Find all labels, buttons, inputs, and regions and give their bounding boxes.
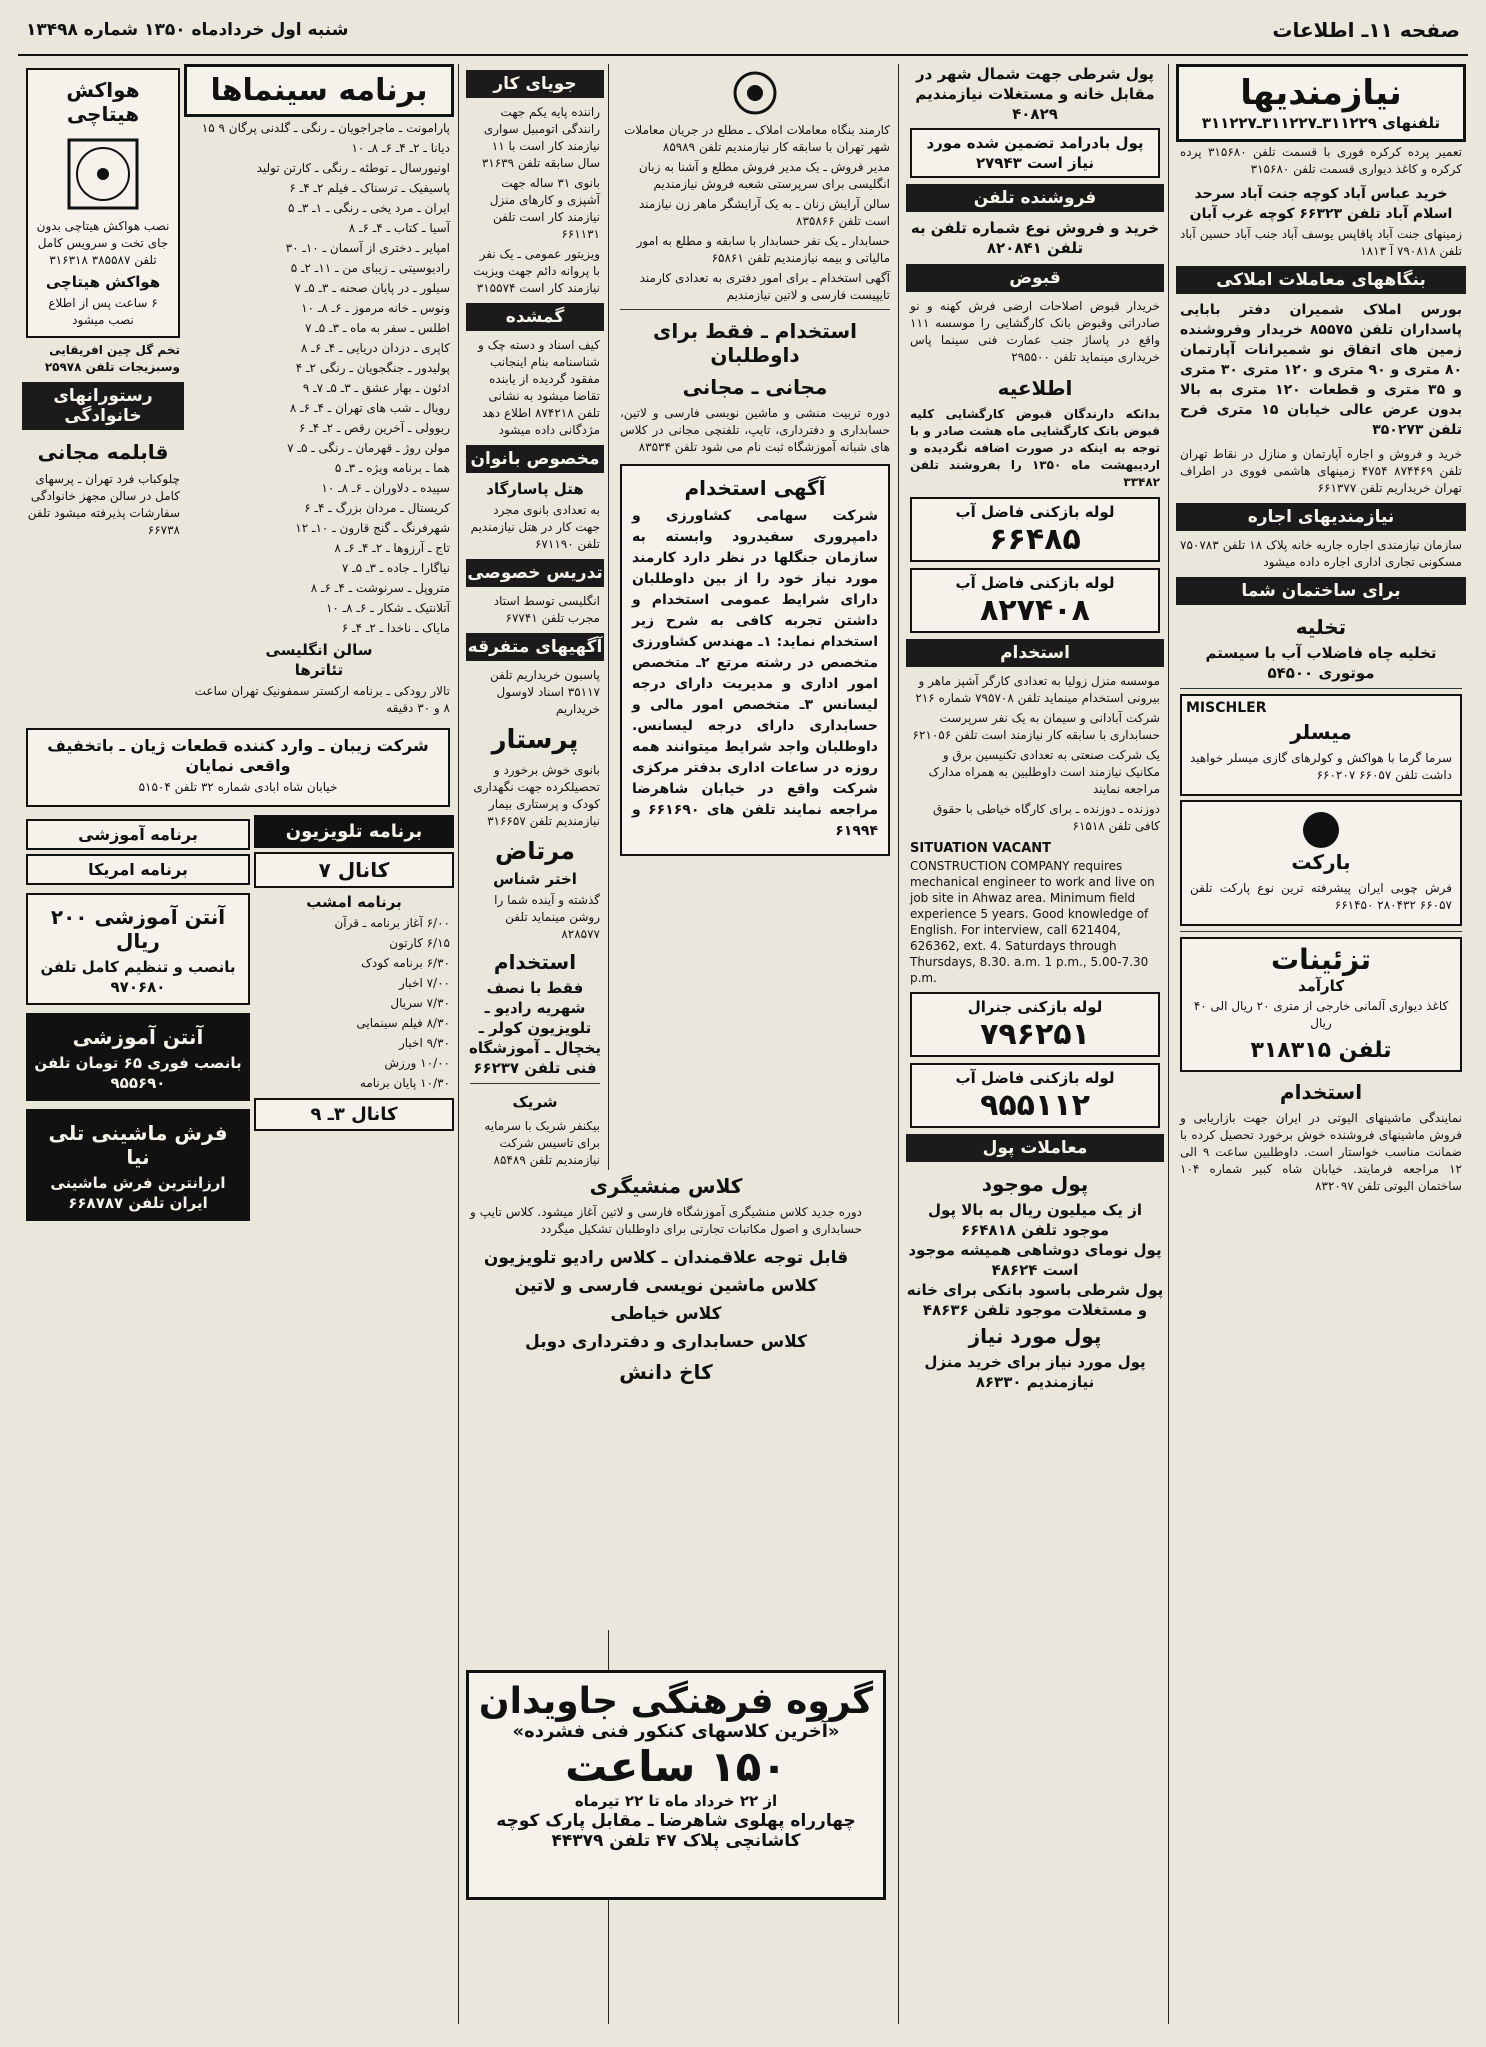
- tv-section: [22, 815, 454, 1229]
- fan-guarantee: ۶ ساعت پس از اطلاع نصب میشود: [48, 296, 158, 327]
- tv-listing: ۶/۰۰ آغاز برنامه ـ قرآن: [334, 916, 450, 930]
- hire-ad: موسسه منزل زولیا به تعدادی کارگر آشپز ماهر و بیرونی استخدام مینماید تلفن ۷۹۵۷۰۸ شماره ۲۱۶: [915, 674, 1160, 705]
- column-needs: [1176, 64, 1466, 2024]
- section-restaurants: رستورانهای خانوادگی: [22, 382, 184, 430]
- cinema-listing: ایران ـ مرد یخی ـ رنگی ـ ۱ـ ۳ـ ۵: [288, 201, 450, 215]
- section-job-seek: جویای کار: [466, 70, 604, 98]
- mischler-text: سرما گرما با هواکش و کولرهای گازی میسلر خواهید داشت تلفن ۶۶۰۵۷ ۶۶۰۲۰۷: [1190, 751, 1452, 782]
- cinema-listing: ادئون ـ بهار عشق ـ ۳ـ ۵ـ ۷ـ ۹: [302, 381, 450, 395]
- javidan-sub: «آخرین کلاسهای کنکور فنی فشرده»: [512, 1721, 840, 1742]
- bw-brand: BW: [1186, 820, 1212, 836]
- pipe-box-2: [910, 568, 1160, 633]
- page-label: صفحه ۱۱ـ اطلاعات: [1272, 18, 1460, 42]
- english-ad-text: CONSTRUCTION COMPANY requires mechanical engineer to work and live on job site in Ahwaz area. Minimum field experience 5 years. Good knowledge of English. For interview, call 621404, 626362, ext. 4. Saturdays through Thursdays, 8.30. a.m. 1 p.m., 5.00-7.30 p.m.: [910, 859, 1155, 985]
- column-cinema: [22, 64, 454, 2024]
- column-rule: [898, 64, 899, 2024]
- side-ads: [22, 64, 184, 720]
- pipe-phone: ۸۲۷۴۰۸: [980, 593, 1090, 628]
- tv-listing: ۹/۳۰ اخبار: [398, 1036, 450, 1050]
- job-seek-ad: راننده پایه یکم جهت رانندگی اتومبیل سواری نیازمند کار است با ۱۱ سال سابقه تلفن ۳۱۶۳۹: [481, 105, 600, 170]
- pipe-box-4: [910, 1063, 1160, 1128]
- nurse-ad: بانوی خوش برخورد و تحصیلکرده جهت نگهداری کودک و پرستاری بیمار نیازمندیم تلفن ۳۱۶۶۵۷: [473, 763, 600, 828]
- secretary-text: دوره جدید کلاس منشیگری آموزشگاه فارسی و لاتین آغاز میشود. کلاس تایپ و حسابداری و اصول مکاتبات تجارتی برای داوطلبان تشکیل میگردد: [470, 1205, 862, 1236]
- cinema-listing: کریستال ـ مردان بزرگ ـ ۴ـ ۶: [304, 501, 450, 515]
- cinema-listing: اونیورسال ـ توطئه ـ رنگی ـ کارتن تولید: [256, 161, 450, 175]
- seed-ad: تخم گل چین افریقایی وسبزیجات تلفن ۲۵۹۷۸: [44, 343, 180, 374]
- drain-title: تخلیه: [1295, 615, 1347, 639]
- cinema-listing: هما ـ برنامه ویژه ـ ۳ـ ۵: [334, 461, 450, 475]
- fan-text: نصب هواکش هیتاچی بدون جای تخت و سرویس کامل تلفن ۳۸۵۵۸۷ ۳۱۶۳۱۸: [36, 219, 170, 267]
- money-ad: پول نومای دوشاهی همیشه موجود است ۴۸۶۲۴: [908, 1241, 1162, 1279]
- section-money: معاملات پول: [906, 1134, 1164, 1162]
- pipe-title: لوله بازکنی فاضل آب: [955, 1069, 1115, 1087]
- partner-title: شریک: [512, 1093, 558, 1111]
- section-misc: آگهیهای متفرقه: [466, 633, 604, 661]
- money-ad: پول شرطی باسود بانکی برای خانه و مستغلات موجود تلفن ۴۸۶۳۶: [906, 1281, 1164, 1319]
- column-rule: [458, 64, 459, 2024]
- tv-programs: [254, 815, 454, 1229]
- mischler-name: میسلر: [1290, 720, 1352, 744]
- edu-programs: [22, 815, 254, 1229]
- cinema-listing: رویال ـ شب های تهران ـ ۴ـ ۶ـ ۸: [289, 401, 450, 415]
- tv-listing: ۱۰/۰۰ ورزش: [384, 1056, 450, 1070]
- javidan-date: از ۲۲ خرداد ماه تا ۲۲ تیرماه: [574, 1792, 778, 1810]
- decor-sub: کارآمد: [1297, 977, 1345, 995]
- money-ad: پول مورد نیاز برای خرید منزل نیازمندیم ۸۶۳۳۰: [924, 1353, 1146, 1391]
- ad-text: زمینهای جنت آباد پاقاپس یوسف آباد جنب آباد حسین آباد تلفن ۷۹۰۸۱۸ آ ۱۸۱۳: [1180, 227, 1462, 258]
- ad-text: خرید عباس آباد کوچه جنت آباد سرحد اسلام آباد تلفن ۶۶۳۲۳ کوچه غرب آبان: [1189, 186, 1453, 222]
- needs-title-box: [1176, 64, 1466, 142]
- pipe-phone: ۷۹۶۲۵۱: [980, 1017, 1090, 1052]
- job-ad: آگهی استخدام ـ برای امور دفتری به تعدادی کارمند تایپیست فارسی و لاتین نیازمندیم: [639, 271, 890, 302]
- section-rent: نیازمندیهای اجاره: [1176, 503, 1466, 531]
- job-seek-ad: بانوی ۳۱ ساله جهت آشپزی و کارهای منزل نیازمند کار است تلفن ۶۶۱۱۳۱: [489, 176, 600, 241]
- bw-text: فرش چوبی ایران پیشرفته ترین نوع پارکت تلفن ۶۶۰۵۷ ۲۸۰۴۳۲ ۶۶۱۴۵۰: [1190, 881, 1452, 912]
- ad-box: [910, 128, 1160, 178]
- fan-icon: [63, 134, 143, 214]
- danesh-name: کاخ دانش: [619, 1360, 713, 1384]
- column-money: [906, 64, 1164, 2024]
- accounting-title: کلاس حسابداری و دفترداری دوبل: [525, 1332, 807, 1352]
- secretary-title: کلاس منشیگری: [589, 1174, 743, 1198]
- section-building: برای ساختمان شما: [1176, 577, 1466, 605]
- cinema-listing: تاج ـ آرزوها ـ ۲ـ ۴ـ ۶ـ ۸: [334, 541, 450, 555]
- sewing-title: کلاس خیاطی: [610, 1304, 722, 1324]
- cinema-foreign: سالن انگلیسی: [265, 641, 373, 659]
- olivetti-hire-title: استخدام: [1279, 1080, 1363, 1104]
- tv-listing: ۶/۱۵ کارتون: [389, 936, 450, 950]
- pipe-box-1: [910, 497, 1160, 562]
- section-hire: استخدام: [906, 639, 1164, 667]
- pipe-phone: ۹۵۵۱۱۲: [980, 1088, 1090, 1123]
- newspaper-page: [18, 10, 1468, 2035]
- marta-sub: اختر شناس: [493, 870, 577, 888]
- column-rule: [1168, 64, 1169, 2024]
- classes-block: [466, 1170, 866, 1630]
- javidan-ad: [466, 1670, 886, 1900]
- company-title: شرکت زیبان ـ وارد کننده قطعات ژیان ـ باتخفیف واقعی نمایان: [47, 736, 429, 775]
- lost-ad: کیف اسناد و دسته چک و شناسنامه بنام اینجانب مفقود گردیده از یابنده تقاضا میشود به نشانی تلفن ۸۷۴۲۱۸ اطلاع دهد مژدگانی داده میشود: [477, 338, 600, 437]
- channel-3: کانال ۳ـ ۹: [254, 1098, 454, 1131]
- marta-title: مرتاض: [494, 837, 576, 865]
- olivetti-hire-text: نمایندگی ماشینهای الیوتی در ایران جهت بازاریابی و فروش ماشینهای فروشنده خوش برخورد تحصیل کرده با ضمانت مناسب خواستار است. داوطلبین ساعت ۹ الی ۱۲ مراجعه فرمایند. خیابان شاه کبیر شماره ۱۰۴ ساختمان الیوتی تلفن ۸۳۲۰۹۷: [1180, 1111, 1462, 1193]
- hire-ad: دوزنده ـ دوزنده ـ برای کارگاه خیاطی با حقوق کافی تلفن ۶۱۵۱۸: [932, 802, 1160, 833]
- money-ad: از یک میلیون ریال به بالا پول موجود تلفن ۶۶۴۸۱۸: [927, 1201, 1143, 1239]
- needs-title: نیازمندیها: [1240, 73, 1402, 113]
- notice-box: [620, 464, 890, 856]
- radio-class-title: قابل توجه علاقمندان ـ کلاس رادیو تلویزیون: [483, 1248, 849, 1268]
- bw-name: بارکت: [1291, 850, 1351, 874]
- section-lost: گمشده: [466, 303, 604, 331]
- cinema-listing: نیاگارا ـ جاده ـ ۳ـ ۵ـ ۷: [341, 561, 450, 575]
- needs-phones: تلفنهای ۳۱۱۲۲۹ـ۳۱۱۲۲۷ـ۳۱۱۲۲۷: [1201, 114, 1441, 132]
- emblem-icon: [730, 68, 780, 118]
- section-real-estate: بنگاههای معاملات املاکی: [1176, 266, 1466, 294]
- job-ad: مدیر فروش ـ یک مدیر فروش مطلع و آشنا به زبان انگلیسی برای سرپرستی شعبه فروش نیازمندیم: [638, 160, 890, 191]
- ad-text: پول شرطی جهت شمال شهر در مقابل خانه و مستغلات نیازمندیم ۴۰۸۲۹: [915, 65, 1155, 123]
- divider: [1180, 931, 1462, 932]
- tv-listing: ۶/۳۰ برنامه کودک: [361, 956, 450, 970]
- cinema-listing: سیلور ـ در پایان صحنه ـ ۳ـ ۵ـ ۷: [294, 281, 450, 295]
- tv-listing: ۸/۳۰ فیلم سینمایی: [356, 1016, 450, 1030]
- female-hire-title: استخدام ـ فقط برای داوطلبان: [653, 319, 857, 367]
- cinema-listing: پولیدور ـ جنگجویان ـ رنگی ۲ـ ۴: [295, 361, 450, 375]
- javidan-title: گروه فرهنگی جاویدان: [478, 1681, 874, 1722]
- money-title: پول موجود: [981, 1172, 1089, 1196]
- bw-logo-icon: [1301, 810, 1341, 850]
- company-address: خیابان شاه ابادی شماره ۳۲ تلفن ۵۱۵۰۴: [138, 780, 338, 794]
- parquet-ad: [1180, 800, 1462, 926]
- notice-text: شرکت سهامی کشاورزی و دامپروری سفیدرود وابسته به سازمان جنگلها در نظر دارد کارمند مورد نیاز خود را از بین داوطلبان دارای شرایط عمومی استخدام و داشتن تجربه کافی به شرح زیر استخدام نماید: ۱ـ مهندس کشاورزی متخصص در رشته مرتع ۲ـ متخصص امور اداری و مدیریت دارای درجه لیسانس ۳ـ متخصص امور مالی و حسابداری دارای درجه لیسانس. داوطلبان واجد شرایط میتوانند همه روزه در ساعات اداری بدفتر مرکزی شرکت واقع در خیابان شاهرضا مراجعه نمایند تلفن های ۶۶۱۶۹۰ و ۶۱۹۹۴: [632, 508, 878, 839]
- notice-text: بدانکه دارندگان قبوض کارگشایی کلیه قبوض بانک کارگشایی ماه هشت صادر و با توجه به اینکه در صورت اضافه نگردیده و اردیبهشت ماه ۱۳۵۰ را بفروشند تلفن ۳۳۴۸۲: [910, 407, 1161, 489]
- cinema-listing: سپیده ـ دلاوران ـ ۶ـ ۸ـ ۱۰: [321, 481, 450, 495]
- real-estate-text: بورس املاک شمیران دفتر بابایی پاسداران تلفن ۸۵۵۷۵ خریدار وفروشنده زمین های اتفاق نو شمیرانات آپارتمان ۸۰ متری و ۹۰ متری و ۱۲۰ متری ۳۰ متری و ۳۵ متری و قطعات ۱۲۰ متری به بالا بدون عرض عالی خیابان ۱۵ متری فرح تلفن ۳۵۰۲۷۳: [1180, 302, 1463, 438]
- hire-ad: شرکت آبادانی و سیمان به یک نفر سرپرست حسابداری با سابقه کار نیازمند است تلفن ۶۲۱۰۵۶: [912, 711, 1160, 742]
- pipe-title: لوله بازکنی فاضل آب: [955, 574, 1115, 592]
- restaurant-name: قابلمه مجانی: [37, 440, 169, 464]
- ad-text: پول بادرامد تضمین شده مورد نیاز است ۲۷۹۴۳: [926, 134, 1144, 172]
- section-phone-sale: فروشنده تلفن: [906, 184, 1164, 212]
- cinema-listing: ریوولی ـ آخرین رقص ـ ۲ـ ۴ـ ۶: [298, 421, 450, 435]
- channel-7: کانال ۷: [254, 852, 454, 888]
- pipe-box-3: [910, 992, 1160, 1057]
- carpet-ad: [26, 1109, 250, 1221]
- women-ad: به تعدادی بانوی مجرد جهت کار در هتل نیازمندیم تلفن ۶۷۱۱۹۰: [470, 503, 600, 551]
- antenna-text: بانصب و تنظیم کامل تلفن ۹۷۰۶۸۰: [40, 958, 236, 996]
- nurse-title: پرستار: [491, 725, 579, 755]
- cinema-listing: دیانا ـ ۲ـ ۴ـ ۶ـ ۸ـ ۱۰: [351, 141, 450, 155]
- carpet-title: فرش ماشینی تلی نیا: [48, 1121, 228, 1169]
- tv-listing: ۷/۰۰ اخبار: [398, 976, 450, 990]
- marta-ad: گذشته و آینده شما را روشن مینماید تلفن ۸۲۸۵۷۷: [494, 893, 600, 941]
- mischler-brand: MISCHLER: [1186, 700, 1267, 716]
- female-hire-sub: مجانی ـ مجانی: [682, 375, 828, 399]
- cinema-listing: امپایر ـ دختری از آسمان ـ ۱۰ـ ۳۰: [285, 241, 450, 255]
- tutor-ad: انگلیسی توسط استاد مجرب تلفن ۶۷۷۴۱: [493, 594, 600, 625]
- fan-brand: هواکش هیتاچی: [45, 273, 161, 291]
- divider: [620, 309, 890, 310]
- decor-ad: [1180, 937, 1462, 1072]
- cinema-listing: متروپل ـ سرنوشت ـ ۴ـ ۶ـ ۸: [310, 581, 450, 595]
- english-ad-title: SITUATION VACANT: [910, 841, 1052, 856]
- decor-phone: تلفن ۳۱۸۳۱۵: [1250, 1038, 1392, 1063]
- radio-title: استخدام: [493, 950, 577, 974]
- phone-sale-text: خرید و فروش نوع شماره تلفن به تلفن ۸۲۰۸۴۱: [910, 219, 1160, 257]
- ad-text: تعمیر پرده کرکره فوری با قسمت تلفن ۳۱۵۶۸۰ پرده کرکره و کاغذ دیواری قسمت تلفن ۳۱۵۶۸۰: [1180, 145, 1463, 176]
- issue-date: شنبه اول خردادماه ۱۳۵۰ شماره ۱۳۴۹۸: [26, 20, 349, 40]
- radio-ad: فقط با نصف شهریه رادیو ـ تلویزیون کولر ـ یخچال ـ آموزشگاه فنی تلفن ۶۶۲۳۷: [469, 979, 601, 1077]
- cinema-title-box: [184, 64, 454, 117]
- carpet-text: ارزانترین فرش ماشینی ایران تلفن ۶۶۸۷۸۷: [50, 1174, 226, 1212]
- javidan-hours: ۱۵۰ ساعت: [565, 1742, 787, 1791]
- female-hire-text: دوره تربیت منشی و ماشین نویسی فارسی و لاتین، حسابداری و دفترداری، تایپ، تلفنچی مجانی در کلاس های شبانه آموزشگاه ثبت نام می شود تلفن ۸۳۵۳۴: [620, 406, 890, 454]
- page-header: [18, 10, 1468, 56]
- restaurant-text: چلوکباب فرد تهران ـ پرسهای کامل در سالن مجهز خانوادگی سفارشات پذیرفته میشود تلفن ۶۶۷۳۸: [27, 472, 180, 537]
- section-women: مخصوص بانوان: [466, 445, 604, 473]
- tonight-label: برنامه امشب: [306, 893, 402, 911]
- pipe-phone: ۶۶۴۸۵: [989, 522, 1081, 557]
- cinema-listing: مایاک ـ ناخدا ـ ۲ـ ۴ـ ۶: [341, 621, 450, 635]
- notice-title: اطلاعیه: [997, 376, 1073, 400]
- cinema-listing: آسیا ـ کتاب ـ ۴ـ ۶ـ ۸: [348, 221, 450, 235]
- typing-title: کلاس ماشین نویسی فارسی و لاتین: [514, 1276, 818, 1296]
- cinema-listing: رادیوسیتی ـ زیبای من ـ ۱۱ـ ۲ـ ۵: [290, 261, 450, 275]
- money-need-title: پول مورد نیاز: [968, 1324, 1102, 1348]
- cinema-listing: آتلانتیک ـ شکار ـ ۶ـ ۸ـ ۱۰: [325, 601, 450, 615]
- cinema-listing: پاسیفیک ـ ترسناک ـ فیلم ۲ـ ۴ـ ۶: [289, 181, 450, 195]
- job-seek-ad: ویزیتور عمومی ـ یک نفر با پروانه دائم جهت ویزیت نیازمند کار است ۳۱۵۵۷۴: [473, 247, 600, 295]
- partner-ad: بیکنفر شریک با سرمایه برای تاسیس شرکت نیازمندیم تلفن ۸۵۴۸۹: [484, 1119, 600, 1167]
- cinema-listing: اطلس ـ سفر به ماه ـ ۳ـ ۵ـ ۷: [304, 321, 450, 335]
- tv-listing: ۷/۳۰ سریال: [390, 996, 450, 1010]
- cinema-listing: کاپری ـ دزدان دریایی ـ ۴ـ ۶ـ ۸: [301, 341, 450, 355]
- cinema-listing: مولن روژ ـ قهرمان ـ رنگی ـ ۵ـ ۷: [287, 441, 450, 455]
- tv-listing: ۱۰/۳۰ پایان برنامه: [359, 1076, 450, 1090]
- section-private-tutor: تدریس خصوصی: [466, 559, 604, 587]
- drain-text: تخلیه چاه فاضلاب آب با سیستم موتوری ۵۴۵۰۰: [1205, 644, 1437, 682]
- women-sub: هتل پاسارگاد: [486, 480, 584, 498]
- hire-ad: یک شرکت صنعتی به تعدادی تکنیسین برق و مکانیک نیازمند است داوطلبین به همراه مدارک مراجعه نمایند: [928, 748, 1160, 796]
- fan-ad: [26, 68, 180, 338]
- america-title: برنامه امریکا: [26, 854, 250, 885]
- company-ad: [26, 728, 450, 807]
- cinema-listing: پارامونت ـ ماجراجویان ـ رنگی ـ گلدنی پرگان ۹ ۱۵: [201, 121, 450, 135]
- antenna2-title: آنتن آموزشی: [72, 1025, 204, 1049]
- notice-title: آگهی استخدام: [684, 476, 826, 500]
- edu-title: برنامه آموزشی: [26, 819, 250, 850]
- fan-title: هواکش هیتاچی: [66, 78, 140, 126]
- misc-ad: پاسبون خریداریم تلفن ۳۵۱۱۷ اسناد لاوسول خریداریم: [490, 668, 600, 716]
- theatre-title: تئاترها: [294, 661, 344, 679]
- antenna-title: آنتن آموزشی ۲۰۰ ریال: [50, 905, 226, 953]
- antenna-ad: [26, 893, 250, 1005]
- real-estate-more: خرید و فروش و اجاره آپارتمان و منازل در نقاط تهران تلفن ۸۷۴۴۶۹ ۴۷۵۴ زمینهای هاشمی فووی در اطراف تهران خریداریم تلفن ۶۶۱۳۷۷: [1180, 447, 1462, 495]
- theatre-text: تالار رودکی ـ برنامه ارکستر سمفونیک تهران ساعت ۸ و ۳۰ دقیقه: [194, 684, 450, 715]
- cinema-listing: ونوس ـ خانه مرموز ـ ۶ـ ۸ـ ۱۰: [301, 301, 450, 315]
- pipe-title: لوله بازکنی جنرال: [967, 998, 1103, 1016]
- antenna2-text: بانصب فوری ۶۵ تومان تلفن ۹۵۵۶۹۰: [34, 1054, 242, 1092]
- cinema-listing: شهرفرنگ ـ گنج قارون ـ ۱۰ـ ۱۲: [295, 521, 450, 535]
- cinema-section: [184, 64, 454, 720]
- tv-title: برنامه تلویزیون: [254, 815, 454, 848]
- job-ad: حسابدار ـ یک نفر حسابدار با سابقه و مطلع به امور مالیاتی و بیمه نیازمندیم تلفن ۶۵۸۶۱: [636, 234, 890, 265]
- section-receipts: قبوض: [906, 264, 1164, 292]
- decor-title: تزئینات: [1271, 943, 1371, 976]
- job-ad: کارمند بنگاه معاملات املاک ـ مطلع در جریان معاملات شهر تهران با سابقه کار نیازمندیم تلفن ۸۵۹۸۹: [624, 123, 890, 154]
- mischler-ad: [1180, 694, 1462, 796]
- pipe-title: لوله بازکنی فاضل آب: [955, 503, 1115, 521]
- divider: [470, 1083, 600, 1084]
- decor-text: کاغذ دیواری آلمانی خارجی از متری ۲۰ ریال الی ۴۰ ریال: [1193, 999, 1449, 1030]
- receipt-text: خریدار قبوض اصلاحات ارضی فرش کهنه و نو صادراتی وقبوض بانک کارگشایی را موسسه ۱۱۱ واقع در پاساژ جنب عمارت فنی سینما پاس خریداری مینماید تلفن ۲۹۵۵۰۰: [910, 299, 1160, 364]
- antenna2-ad: [26, 1013, 250, 1101]
- rent-text: سازمان نیازمندی اجاره جاریه خانه پلاک ۱۸ تلفن ۷۵۰۷۸۳ مسکونی تجاری اداری اجاره داده میشود: [1180, 538, 1462, 569]
- cinema-title: برنامه سینماها: [210, 73, 428, 108]
- javidan-address: چهارراه پهلوی شاهرضا ـ مقابل پارک کوچه کاشانچی پلاک ۴۷ تلفن ۴۴۳۷۹: [496, 1811, 856, 1851]
- job-ad: سالن آرایش زنان ـ به یک آرایشگر ماهر زن نیازمند است تلفن ۸۳۵۸۶۶: [638, 197, 890, 228]
- divider: [1180, 688, 1462, 689]
